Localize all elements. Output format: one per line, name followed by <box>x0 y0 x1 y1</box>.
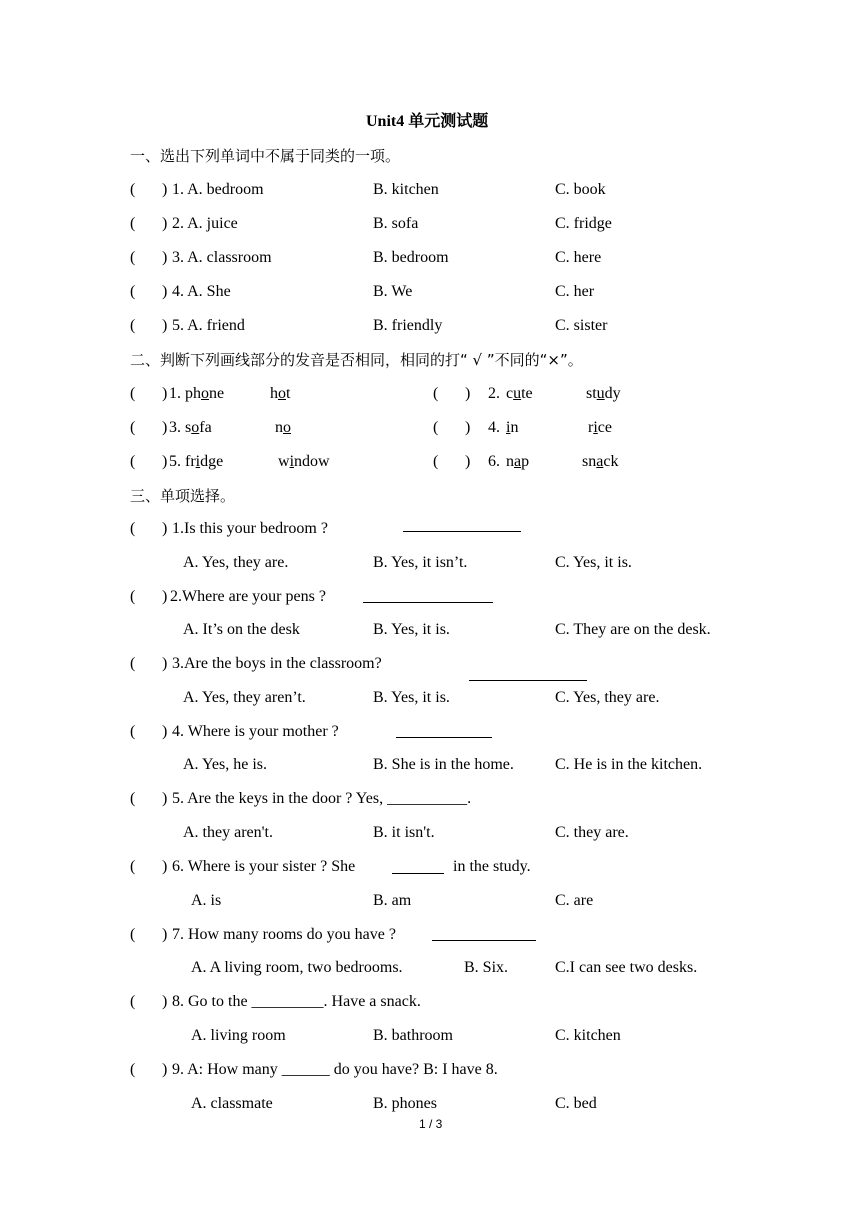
answer-blank <box>432 926 536 941</box>
answer-paren-close: ) <box>465 453 471 470</box>
answer-paren-close: ) <box>162 181 168 198</box>
answer-paren-close: ) <box>162 926 168 943</box>
answer-paren-close: ) <box>162 249 168 266</box>
answer-paren-open: ( <box>130 790 136 807</box>
s2-word: no <box>275 419 291 436</box>
s3-option-a: A. It’s on the desk <box>183 621 300 638</box>
s2-word: sofa <box>185 419 212 436</box>
s1-option-b: B. friendly <box>373 317 443 334</box>
s3-question: 3.Are the boys in the classroom? <box>172 655 382 672</box>
s3-option-a: A. Yes, they aren’t. <box>183 689 306 706</box>
s1-option-c: C. fridge <box>555 215 612 232</box>
s2-num: 5. <box>169 453 181 470</box>
answer-blank <box>392 859 444 874</box>
s3-option-b: B. She is in the home. <box>373 756 514 773</box>
s3-option-c: C. kitchen <box>555 1027 621 1044</box>
answer-paren-close: ) <box>465 419 471 436</box>
answer-paren-close: ) <box>465 385 471 402</box>
answer-paren-close: ) <box>162 723 168 740</box>
s3-option-a: A. Yes, they are. <box>183 554 289 571</box>
s2-num: 6. <box>488 453 500 470</box>
s3-option-c: C. They are on the desk. <box>555 621 711 638</box>
section-1-heading: 一、选出下列单词中不属于同类的一项。 <box>130 147 401 165</box>
s3-question: 9. A: How many ______ do you have? B: I have 8. <box>172 1061 498 1078</box>
answer-paren-open: ( <box>130 283 136 300</box>
answer-paren-close: ) <box>162 283 168 300</box>
s3-option-a: A. A living room, two bedrooms. <box>191 959 403 976</box>
s3-option-c: C. they are. <box>555 824 629 841</box>
s3-question-tail: in the study. <box>453 858 531 875</box>
s2-word: hot <box>270 385 291 402</box>
answer-paren-open: ( <box>433 419 439 436</box>
answer-blank <box>363 588 493 603</box>
answer-paren-open: ( <box>130 419 136 436</box>
s2-num: 3. <box>169 419 181 436</box>
s1-option-b: B. sofa <box>373 215 419 232</box>
answer-paren-open: ( <box>130 655 136 672</box>
s2-word: study <box>586 385 621 402</box>
answer-paren-close: ) <box>162 588 168 605</box>
s3-option-c: C. bed <box>555 1095 597 1112</box>
answer-paren-open: ( <box>130 588 136 605</box>
answer-paren-open: ( <box>130 520 136 537</box>
answer-paren-open: ( <box>130 453 136 470</box>
answer-paren-close: ) <box>162 655 168 672</box>
s3-option-b: B. phones <box>373 1095 437 1112</box>
s3-option-b: B. bathroom <box>373 1027 453 1044</box>
s2-word: phone <box>185 385 225 402</box>
answer-paren-open: ( <box>130 181 136 198</box>
s3-option-b: B. Yes, it is. <box>373 621 450 638</box>
s3-option-c: C. Yes, it is. <box>555 554 632 571</box>
s3-question: 8. Go to the _________. Have a snack. <box>172 993 421 1010</box>
answer-paren-close: ) <box>162 790 168 807</box>
s3-question: 7. How many rooms do you have ? <box>172 926 396 943</box>
answer-paren-close: ) <box>162 1061 168 1078</box>
answer-paren-open: ( <box>433 385 439 402</box>
answer-paren-close: ) <box>162 419 168 436</box>
s1-option-b: B. We <box>373 283 413 300</box>
answer-paren-close: ) <box>162 520 168 537</box>
s1-option-b: B. bedroom <box>373 249 449 266</box>
s3-question: 5. Are the keys in the door ? Yes, __________. <box>172 790 472 807</box>
s3-option-c: C. are <box>555 892 594 909</box>
answer-paren-close: ) <box>162 215 168 232</box>
s3-option-b: B. Six. <box>464 959 509 976</box>
answer-blank <box>396 723 492 738</box>
answer-paren-open: ( <box>130 723 136 740</box>
s2-num: 1. <box>169 385 181 402</box>
answer-paren-open: ( <box>130 1061 136 1078</box>
s1-option-c: C. sister <box>555 317 608 334</box>
answer-paren-open: ( <box>130 858 136 875</box>
answer-paren-open: ( <box>130 993 136 1010</box>
answer-blank <box>403 517 521 532</box>
s3-option-b: B. am <box>373 892 412 909</box>
s3-option-a: A. Yes, he is. <box>183 756 268 773</box>
answer-paren-open: ( <box>130 249 136 266</box>
s3-option-a: A. living room <box>191 1027 286 1044</box>
s3-option-a: A. is <box>191 892 222 909</box>
s3-question: 1.Is this your bedroom ? <box>172 520 328 537</box>
s3-option-c: C. He is in the kitchen. <box>555 756 703 773</box>
answer-paren-close: ) <box>162 858 168 875</box>
s1-option-a: 4. A. She <box>172 283 231 300</box>
s3-question: 4. Where is your mother ? <box>172 723 339 740</box>
answer-paren-close: ) <box>162 317 168 334</box>
s1-option-a: 5. A. friend <box>172 317 245 334</box>
s3-option-b: B. Yes, it isn’t. <box>373 554 468 571</box>
section-3-heading: 三、单项选择。 <box>130 487 236 505</box>
page-number: 1 / 3 <box>419 1117 443 1131</box>
s3-question: 6. Where is your sister ? She <box>172 858 356 875</box>
answer-blank <box>469 666 587 681</box>
answer-paren-open: ( <box>130 385 136 402</box>
s2-word: nap <box>506 453 530 470</box>
s2-word: cute <box>506 385 533 402</box>
answer-paren-open: ( <box>433 453 439 470</box>
s3-option-b: B. Yes, it is. <box>373 689 450 706</box>
s2-word: in <box>506 419 519 436</box>
s1-option-a: 1. A. bedroom <box>172 181 264 198</box>
answer-paren-open: ( <box>130 926 136 943</box>
s3-option-a: A. they aren't. <box>183 824 273 841</box>
section-2-heading: 二、判断下列画线部分的发音是否相同，相同的打“ √ ”不同的“×”。 <box>130 351 583 369</box>
s1-option-c: C. book <box>555 181 606 198</box>
s1-option-a: 2. A. juice <box>172 215 238 232</box>
answer-paren-close: ) <box>162 385 168 402</box>
s1-option-b: B. kitchen <box>373 181 439 198</box>
s3-option-c: C. Yes, they are. <box>555 689 660 706</box>
s3-option-b: B. it isn't. <box>373 824 435 841</box>
s1-option-c: C. her <box>555 283 595 300</box>
s2-word: fridge <box>185 453 224 470</box>
answer-paren-close: ) <box>162 993 168 1010</box>
s2-word: rice <box>588 419 612 436</box>
answer-paren-open: ( <box>130 215 136 232</box>
s3-option-a: A. classmate <box>191 1095 273 1112</box>
s2-num: 4. <box>488 419 500 436</box>
s1-option-a: 3. A. classroom <box>172 249 272 266</box>
answer-paren-close: ) <box>162 453 168 470</box>
s1-option-c: C. here <box>555 249 602 266</box>
s2-num: 2. <box>488 385 500 402</box>
s2-word: snack <box>582 453 619 470</box>
page-title: Unit4 单元测试题 <box>366 113 489 130</box>
answer-paren-open: ( <box>130 317 136 334</box>
s3-option-c: C.I can see two desks. <box>555 959 698 976</box>
s3-question: 2.Where are your pens ? <box>170 588 326 605</box>
s2-word: window <box>278 453 330 470</box>
